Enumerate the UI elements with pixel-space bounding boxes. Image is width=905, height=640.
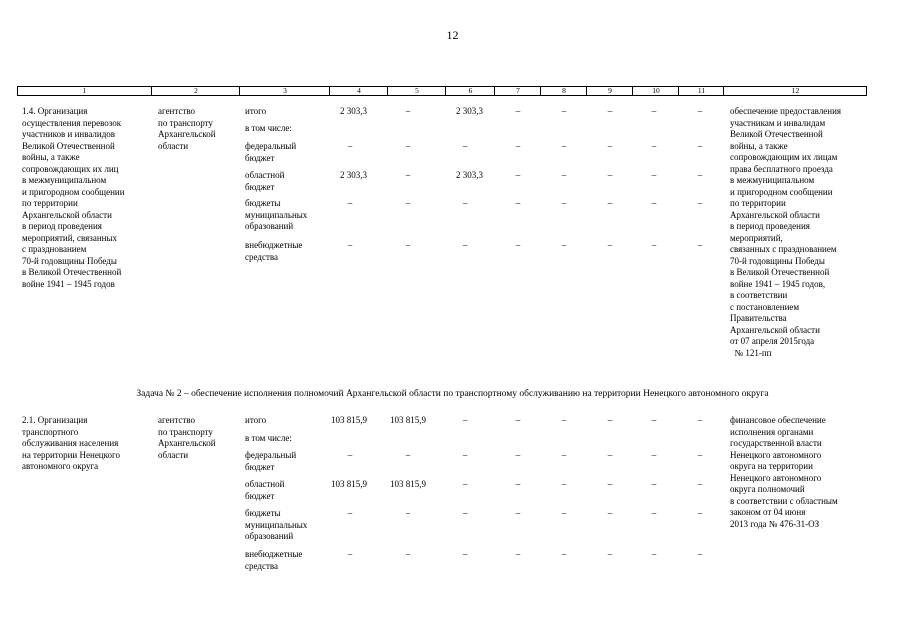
value-cell: – [462, 450, 468, 460]
task-title: Задача № 2 – обеспечение исполнения полномочий Архангельской области по транспортному обслуживанию на территории Ненецкого автономного округа [136, 389, 769, 399]
funding-label: внебюджетные средства [245, 549, 303, 571]
value-cell: – [515, 508, 521, 518]
value-cell: – [347, 198, 353, 208]
value-cell: – [347, 141, 353, 151]
funding-label: в том числе: [245, 433, 292, 443]
value-cell: – [405, 240, 411, 250]
column-header-7: 7 [494, 87, 541, 95]
value-cell: – [607, 106, 613, 116]
value-cell: – [347, 450, 353, 460]
funding-label: в том числе: [245, 123, 292, 133]
value-cell: – [405, 170, 411, 180]
value-cell: – [462, 198, 468, 208]
column-header-8: 8 [540, 87, 587, 95]
value-cell: – [697, 106, 703, 116]
column-header-12: 12 [723, 87, 867, 95]
value-cell: – [515, 170, 521, 180]
column-header-11: 11 [678, 87, 724, 95]
value-cell: – [515, 106, 521, 116]
executor: агентство по транспорту Архангельской области [158, 106, 216, 151]
value-cell: – [607, 549, 613, 559]
value-cell: – [462, 549, 468, 559]
executor: агентство по транспорту Архангельской области [158, 415, 216, 460]
value-cell: – [607, 141, 613, 151]
value-cell: – [651, 198, 657, 208]
value-cell: 2 303,3 [456, 106, 483, 116]
value-cell: – [697, 415, 703, 425]
column-header-5: 5 [387, 87, 446, 95]
value-cell: – [561, 549, 567, 559]
value-cell: – [697, 141, 703, 151]
value-cell: – [651, 549, 657, 559]
value-cell: – [462, 240, 468, 250]
value-cell: – [651, 415, 657, 425]
value-cell: – [561, 415, 567, 425]
value-cell: – [697, 479, 703, 489]
value-cell: – [651, 508, 657, 518]
event-description: 1.4. Организация осуществления перевозок участников и инвалидов Великой Отечественной войны, а также сопровождающих их лиц в межмуниципальном и пригородном сообщении по территории Архангельской области в период проведения мероприятий, связанных с празднованием 70-й годовщины Победы в Великой Отечественной войне 1941 – 1945 годов [22, 106, 125, 289]
result-description: обеспечение предоставления участникам и инвалидам Великой Отечественной войны, а также сопровождающим их лицам права бесплатного проезда в межмуниципальном и пригородном сообщении по территории Архангельской области в период проведения мероприятий, связанных с празднованием 70-й годовщины Победы в Великой Отечественной войне 1941 – 1945 годов, в соответствии с постановлением Правительства Архангельской области от 07 апреля 2015года № 121-пп [730, 106, 842, 358]
value-cell: – [651, 141, 657, 151]
value-cell: 103 815,9 [390, 479, 426, 489]
funding-label: итого [245, 415, 267, 425]
value-cell: – [607, 170, 613, 180]
value-cell: – [561, 170, 567, 180]
value-cell: – [651, 450, 657, 460]
value-cell: – [561, 240, 567, 250]
value-cell: – [651, 240, 657, 250]
value-cell: – [462, 141, 468, 151]
funding-label: областной бюджет [245, 479, 285, 501]
column-header-10: 10 [632, 87, 679, 95]
value-regional: 103 815,9 [331, 479, 367, 489]
value-cell: – [651, 170, 657, 180]
value-cell: – [462, 415, 468, 425]
value-cell: – [347, 240, 353, 250]
value-cell: – [561, 479, 567, 489]
value-cell: – [347, 508, 353, 518]
value-cell: – [697, 450, 703, 460]
value-cell: – [651, 106, 657, 116]
value-cell: 103 815,9 [390, 415, 426, 425]
value-cell: – [607, 508, 613, 518]
column-header-6: 6 [445, 87, 495, 95]
value-cell: 2 303,3 [456, 170, 483, 180]
value-cell: – [405, 141, 411, 151]
value-cell: – [607, 240, 613, 250]
value-cell: – [405, 549, 411, 559]
value-cell: – [607, 198, 613, 208]
column-header-1: 1 [82, 86, 87, 95]
value-cell: – [607, 415, 613, 425]
value-regional: 2 303,3 [340, 170, 367, 180]
value-cell: – [515, 415, 521, 425]
column-header-9: 9 [586, 87, 633, 95]
page-number: 12 [446, 28, 459, 42]
value-cell: – [607, 450, 613, 460]
column-header-2: 2 [151, 87, 240, 95]
value-cell: – [462, 508, 468, 518]
value-cell: – [697, 508, 703, 518]
funding-label: областной бюджет [245, 170, 285, 192]
value-cell: – [515, 198, 521, 208]
value-cell: – [561, 198, 567, 208]
value-cell: – [697, 240, 703, 250]
value-cell: – [607, 479, 613, 489]
funding-label: федеральный бюджет [245, 141, 297, 163]
value-cell: – [515, 240, 521, 250]
funding-label: внебюджетные средства [245, 240, 303, 262]
value-cell: – [697, 170, 703, 180]
funding-label: итого [245, 106, 267, 116]
result-description: финансовое обеспечение исполнения органами государственной власти Ненецкого автономного округа на территории Ненецкого автономного округа полномочий в соответствии с областным законом от 04 июня 2013 года № 476-31-ОЗ [730, 415, 838, 529]
value-cell: – [697, 198, 703, 208]
value-cell: – [462, 479, 468, 489]
value-total: 2 303,3 [340, 106, 367, 116]
value-cell: – [561, 450, 567, 460]
event-description: 2.1. Организация транспортного обслуживания населения на территории Ненецкого автономного округа [22, 415, 121, 471]
funding-label: бюджеты муниципальных образований [245, 198, 308, 231]
value-cell: – [561, 141, 567, 151]
value-total: 103 815,9 [331, 415, 367, 425]
column-header-3: 3 [239, 87, 330, 95]
table-header-row [17, 86, 867, 96]
funding-label: бюджеты муниципальных образований [245, 508, 308, 541]
value-cell: – [515, 450, 521, 460]
value-cell: – [515, 479, 521, 489]
value-cell: – [697, 549, 703, 559]
value-cell: – [405, 106, 411, 116]
value-cell: – [405, 198, 411, 208]
value-cell: – [405, 508, 411, 518]
value-cell: – [405, 450, 411, 460]
value-cell: – [515, 549, 521, 559]
value-cell: – [347, 549, 353, 559]
value-cell: – [561, 508, 567, 518]
column-header-4: 4 [329, 87, 388, 95]
value-cell: – [561, 106, 567, 116]
value-cell: – [515, 141, 521, 151]
value-cell: – [651, 479, 657, 489]
funding-label: федеральный бюджет [245, 450, 297, 472]
